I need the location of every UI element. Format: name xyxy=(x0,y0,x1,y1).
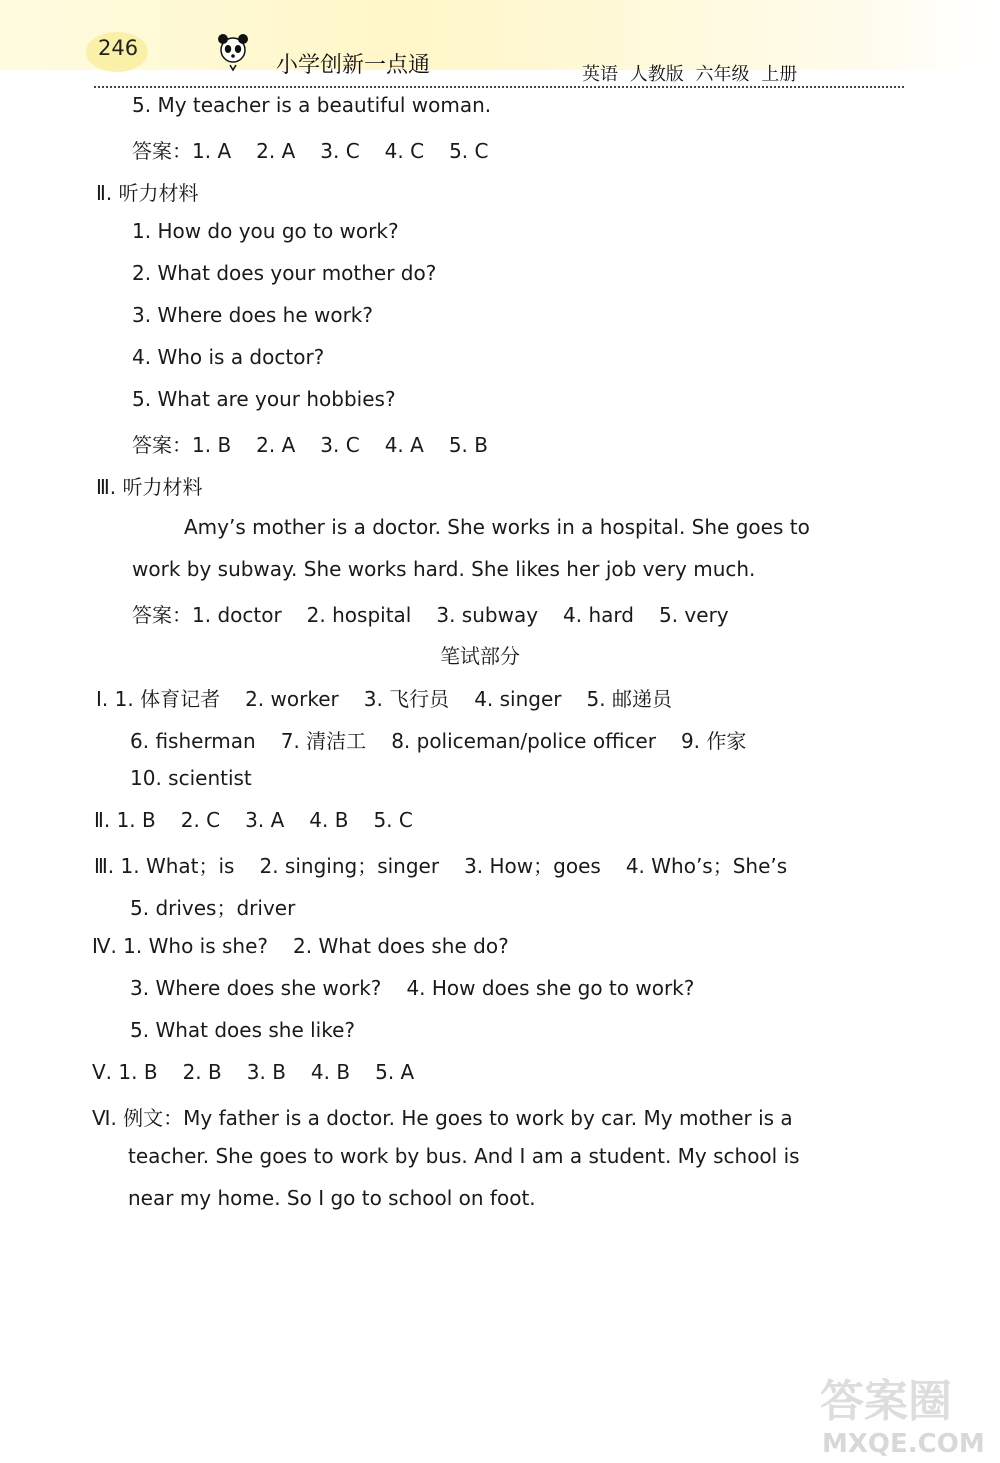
answer-line xyxy=(92,934,509,958)
answer-item: 2. A xyxy=(256,139,296,163)
answer-item: 1. doctor xyxy=(192,603,282,627)
paragraph-line: work by subway. She works hard. She likes her job very much. xyxy=(132,557,756,581)
header-background xyxy=(0,0,1000,70)
watermark-url: MXQE.COM xyxy=(822,1429,985,1459)
answer-item: 3. How；goes xyxy=(464,854,601,878)
answer-item: 3. Where does she work? xyxy=(130,976,382,1000)
answer-line xyxy=(132,599,729,628)
answer-item: 3. subway xyxy=(436,603,539,627)
answer-item: 4. Who’s；She’s xyxy=(625,854,788,878)
text-line: 3. Where does he work? xyxy=(132,303,374,327)
text-line: 4. Who is a doctor? xyxy=(132,345,325,369)
edition: 人教版 xyxy=(629,64,684,85)
page-number: 246 xyxy=(98,36,139,60)
answer-item: 4. B xyxy=(310,1060,351,1084)
volume: 上册 xyxy=(761,64,798,85)
watermark-logo-text: 答案圈 xyxy=(820,1376,952,1427)
answer-item: 5. B xyxy=(448,433,488,457)
answer-item: 3. C xyxy=(320,139,360,163)
paragraph-line: Amy’s mother is a doctor. She works in a hospital. She goes to xyxy=(184,515,810,539)
answer-item: 2. A xyxy=(256,433,296,457)
subject: 英语 xyxy=(582,64,618,85)
text-line: 1. How do you go to work? xyxy=(132,219,399,243)
answer-item: 2. B xyxy=(182,1060,222,1084)
answer-item: 6. fisherman xyxy=(130,729,256,753)
answer-item: 4. singer xyxy=(474,687,562,711)
answer-item: 2. worker xyxy=(245,687,339,711)
answer-item: 1. 体育记者 xyxy=(114,687,221,711)
answer-label: 答案： xyxy=(132,433,192,457)
answer-item: 5. A xyxy=(375,1060,415,1084)
answer-item: 3. 飞行员 xyxy=(363,687,450,711)
answer-item: 7. 清洁工 xyxy=(280,729,367,753)
answer-label: Ⅱ. xyxy=(94,808,117,832)
answer-line xyxy=(96,683,672,712)
answer-item: 1. What；is xyxy=(120,854,235,878)
answer-item: 1. B xyxy=(116,808,156,832)
answer-item: 2. What does she do? xyxy=(293,934,509,958)
answer-item: 3. C xyxy=(320,433,360,457)
answer-item: 3. B xyxy=(246,1060,286,1084)
section-heading: Ⅲ. 听力材料 xyxy=(96,475,203,499)
answer-item: 1. B xyxy=(192,433,232,457)
answer-item: 1. Who is she? xyxy=(123,934,269,958)
header-divider xyxy=(94,86,904,88)
answer-item: 4. hard xyxy=(563,603,634,627)
section-title: 笔试部分 xyxy=(440,644,520,668)
answer-line xyxy=(132,429,488,458)
answer-item: 2. C xyxy=(180,808,221,832)
paragraph-line: teacher. She goes to work by bus. And I am a student. My school is xyxy=(128,1144,800,1168)
text-line: 5. My teacher is a beautiful woman. xyxy=(132,93,492,117)
answer-line xyxy=(130,725,746,754)
answer-item: 9. 作家 xyxy=(680,729,747,753)
answer-item: 4. B xyxy=(309,808,349,832)
answer-item: 3. A xyxy=(245,808,285,832)
answer-label: Ⅴ. xyxy=(92,1060,119,1084)
answer-label: Ⅲ. xyxy=(94,854,121,878)
answer-item: 1. A xyxy=(192,139,232,163)
answer-label: Ⅰ. xyxy=(96,687,115,711)
answer-item: 5. C xyxy=(449,139,489,163)
paragraph-line: Ⅵ. 例文：My father is a doctor. He goes to work by car. My mother is a xyxy=(92,1106,793,1130)
book-meta xyxy=(582,60,803,86)
answer-line xyxy=(130,976,694,1000)
answer-line xyxy=(94,808,413,832)
answer-item: 5. very xyxy=(658,603,729,627)
panda-icon xyxy=(210,26,256,72)
answer-label: 答案： xyxy=(132,139,192,163)
answer-item: 5. 邮递员 xyxy=(586,687,672,711)
answer-line xyxy=(94,850,787,879)
answer-item: 2. hospital xyxy=(306,603,412,627)
answer-label: Ⅳ. xyxy=(92,934,124,958)
answer-item: 4. How does she go to work? xyxy=(406,976,695,1000)
answer-item: 5. C xyxy=(373,808,413,832)
text-line: 2. What does your mother do? xyxy=(132,261,437,285)
text-line: 10. scientist xyxy=(130,766,252,790)
answer-item: 4. A xyxy=(384,433,424,457)
watermark xyxy=(818,1364,998,1459)
answer-line xyxy=(92,1060,414,1084)
paragraph-line: near my home. So I go to school on foot. xyxy=(128,1186,536,1210)
answer-item: 2. singing；singer xyxy=(259,854,440,878)
answer-label: 答案： xyxy=(132,603,192,627)
text-line: 5. What does she like? xyxy=(130,1018,356,1042)
answer-item: 4. C xyxy=(384,139,425,163)
section-heading: Ⅱ. 听力材料 xyxy=(96,181,199,205)
book-title: 小学创新一点通 xyxy=(276,53,431,78)
grade: 六年级 xyxy=(695,64,750,85)
answer-line xyxy=(132,135,488,164)
text-line: 5. What are your hobbies? xyxy=(132,387,396,411)
text-line: 5. drives；driver xyxy=(130,896,296,920)
answer-item: 8. policeman/police officer xyxy=(391,729,656,753)
answer-item: 1. B xyxy=(118,1060,158,1084)
